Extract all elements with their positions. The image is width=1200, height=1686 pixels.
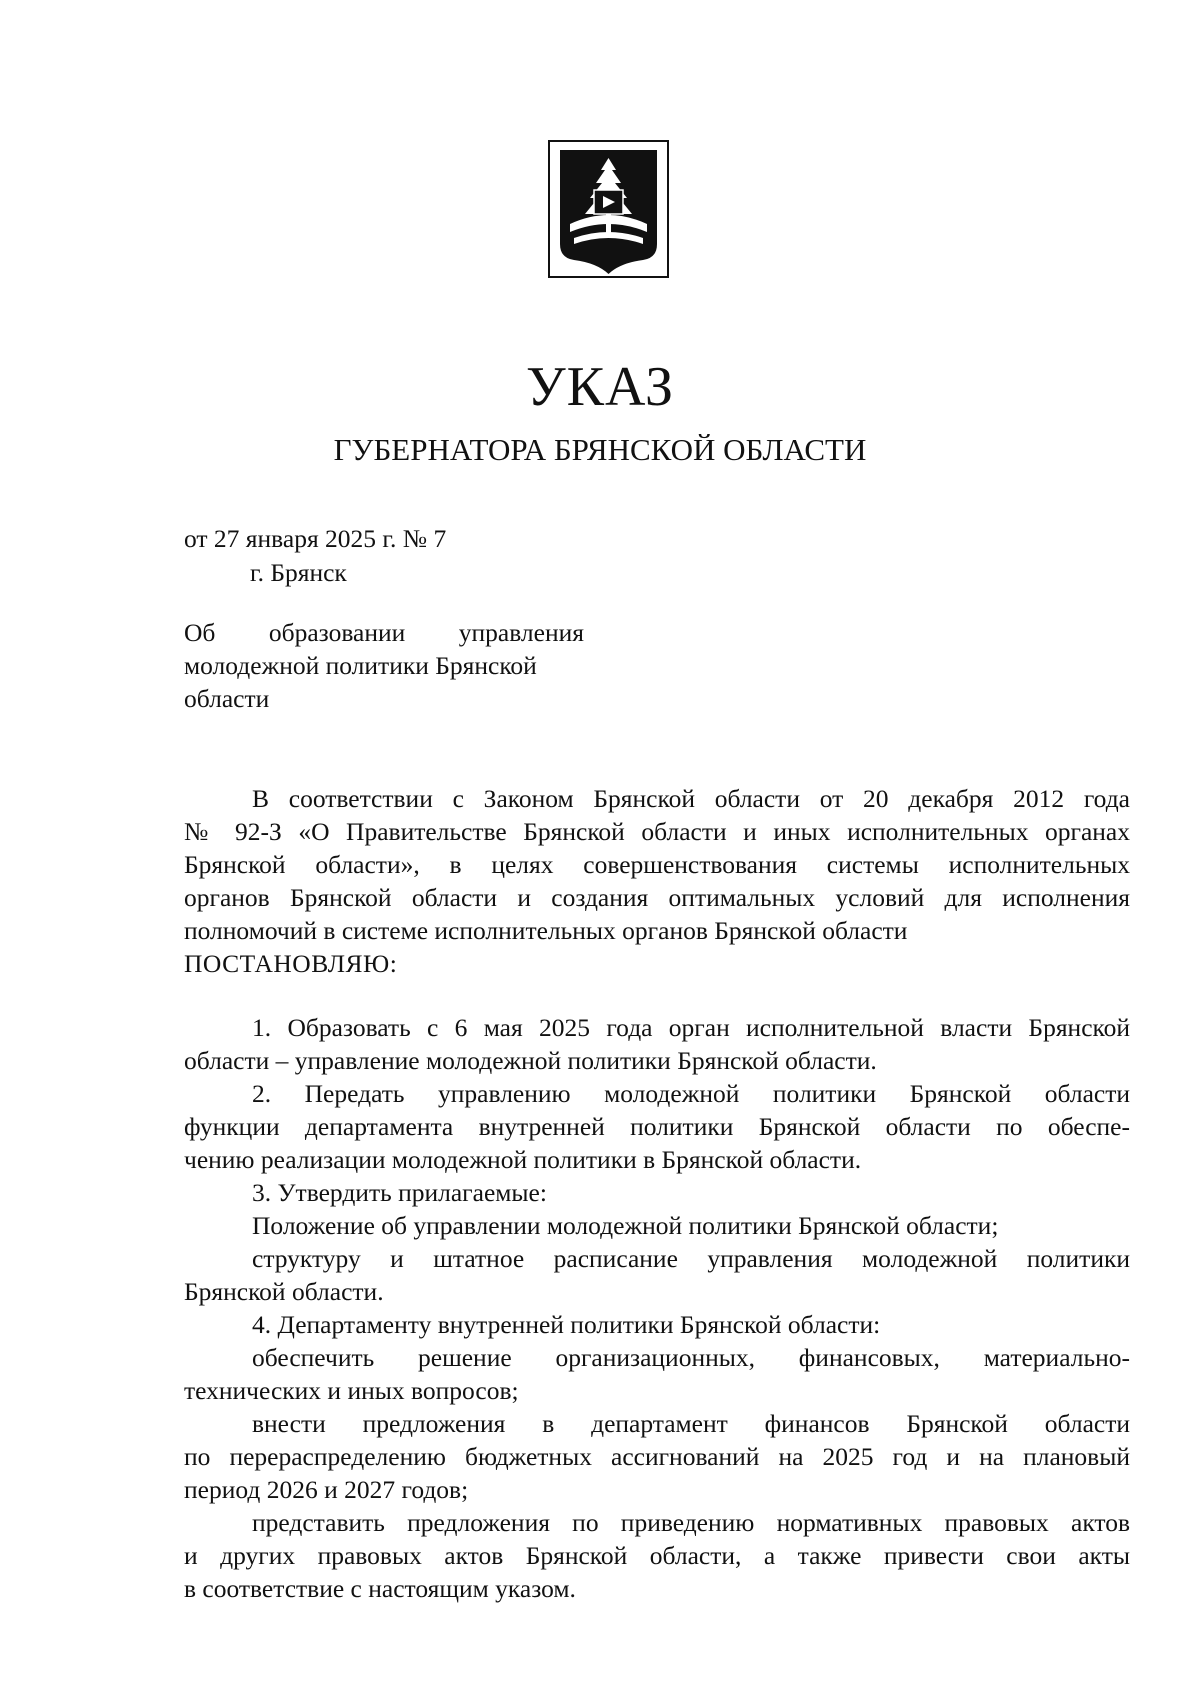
- item-2: [184, 1077, 1130, 1176]
- item-line: период 2026 и 2027 годов;: [184, 1475, 469, 1504]
- item-line: Брянской области.: [184, 1277, 384, 1306]
- item-line: чению реализации молодежной политики в Брянской области.: [184, 1145, 862, 1174]
- item-line: 1. Образовать с 6 мая 2025 года орган исполнительной власти Брянской: [252, 1013, 1130, 1042]
- subject-line: молодежной политики Брянской: [184, 651, 537, 680]
- item-line: по перераспределению бюджетных ассигнований на 2025 год и на плановый: [184, 1442, 1130, 1471]
- item-line: функции департамента внутренней политики Брянской области по обеспе-: [184, 1112, 1130, 1141]
- decree-body: [184, 782, 1130, 1605]
- item-3: [184, 1176, 1130, 1308]
- item-line: внести предложения в департамент финансов Брянской области: [252, 1409, 1130, 1438]
- decree-city: г. Брянск: [250, 558, 347, 587]
- subject-line: Об образовании управления: [184, 618, 584, 647]
- item-line: и других правовых актов Брянской области, а также привести свои акты: [184, 1541, 1130, 1570]
- decree-date-number: от 27 января 2025 г. № 7: [184, 524, 447, 553]
- subject-line: области: [184, 684, 270, 713]
- document-subtitle: ГУБЕРНАТОРА БРЯНСКОЙ ОБЛАСТИ: [333, 432, 867, 467]
- coat-of-arms-icon: [548, 140, 669, 278]
- preamble: [184, 782, 1130, 980]
- item-line: 2. Передать управлению молодежной политики Брянской области: [252, 1079, 1130, 1108]
- document-title: УКАЗ: [525, 356, 675, 418]
- item-line: области – управление молодежной политики Брянской области.: [184, 1046, 877, 1075]
- item-line: Положение об управлении молодежной политики Брянской области;: [252, 1211, 999, 1240]
- preamble-line: № 92-З «О Правительстве Брянской области и иных исполнительных органах: [184, 817, 1130, 846]
- decree-subject: [184, 616, 584, 715]
- preamble-line: В соответствии с Законом Брянской области от 20 декабря 2012 года: [252, 784, 1130, 813]
- item-line: технических и иных вопросов;: [184, 1376, 519, 1405]
- item-line: структуру и штатное расписание управления молодежной политики: [252, 1244, 1130, 1273]
- item-4: [184, 1308, 1130, 1605]
- preamble-line: полномочий в системе исполнительных органов Брянской области: [184, 916, 908, 945]
- item-1: [184, 1011, 1130, 1077]
- item-line: 4. Департаменту внутренней политики Брянской области:: [252, 1310, 881, 1339]
- item-line: представить предложения по приведению нормативных правовых актов: [252, 1508, 1130, 1537]
- item-line: обеспечить решение организационных, финансовых, материально-: [252, 1343, 1130, 1372]
- item-line: в соответствие с настоящим указом.: [184, 1574, 576, 1603]
- item-line: 3. Утвердить прилагаемые:: [252, 1178, 547, 1207]
- preamble-line: органов Брянской области и создания оптимальных условий для исполнения: [184, 883, 1130, 912]
- preamble-line: Брянской области», в целях совершенствования системы исполнительных: [184, 850, 1130, 879]
- decree-word: ПОСТАНОВЛЯЮ:: [184, 949, 398, 978]
